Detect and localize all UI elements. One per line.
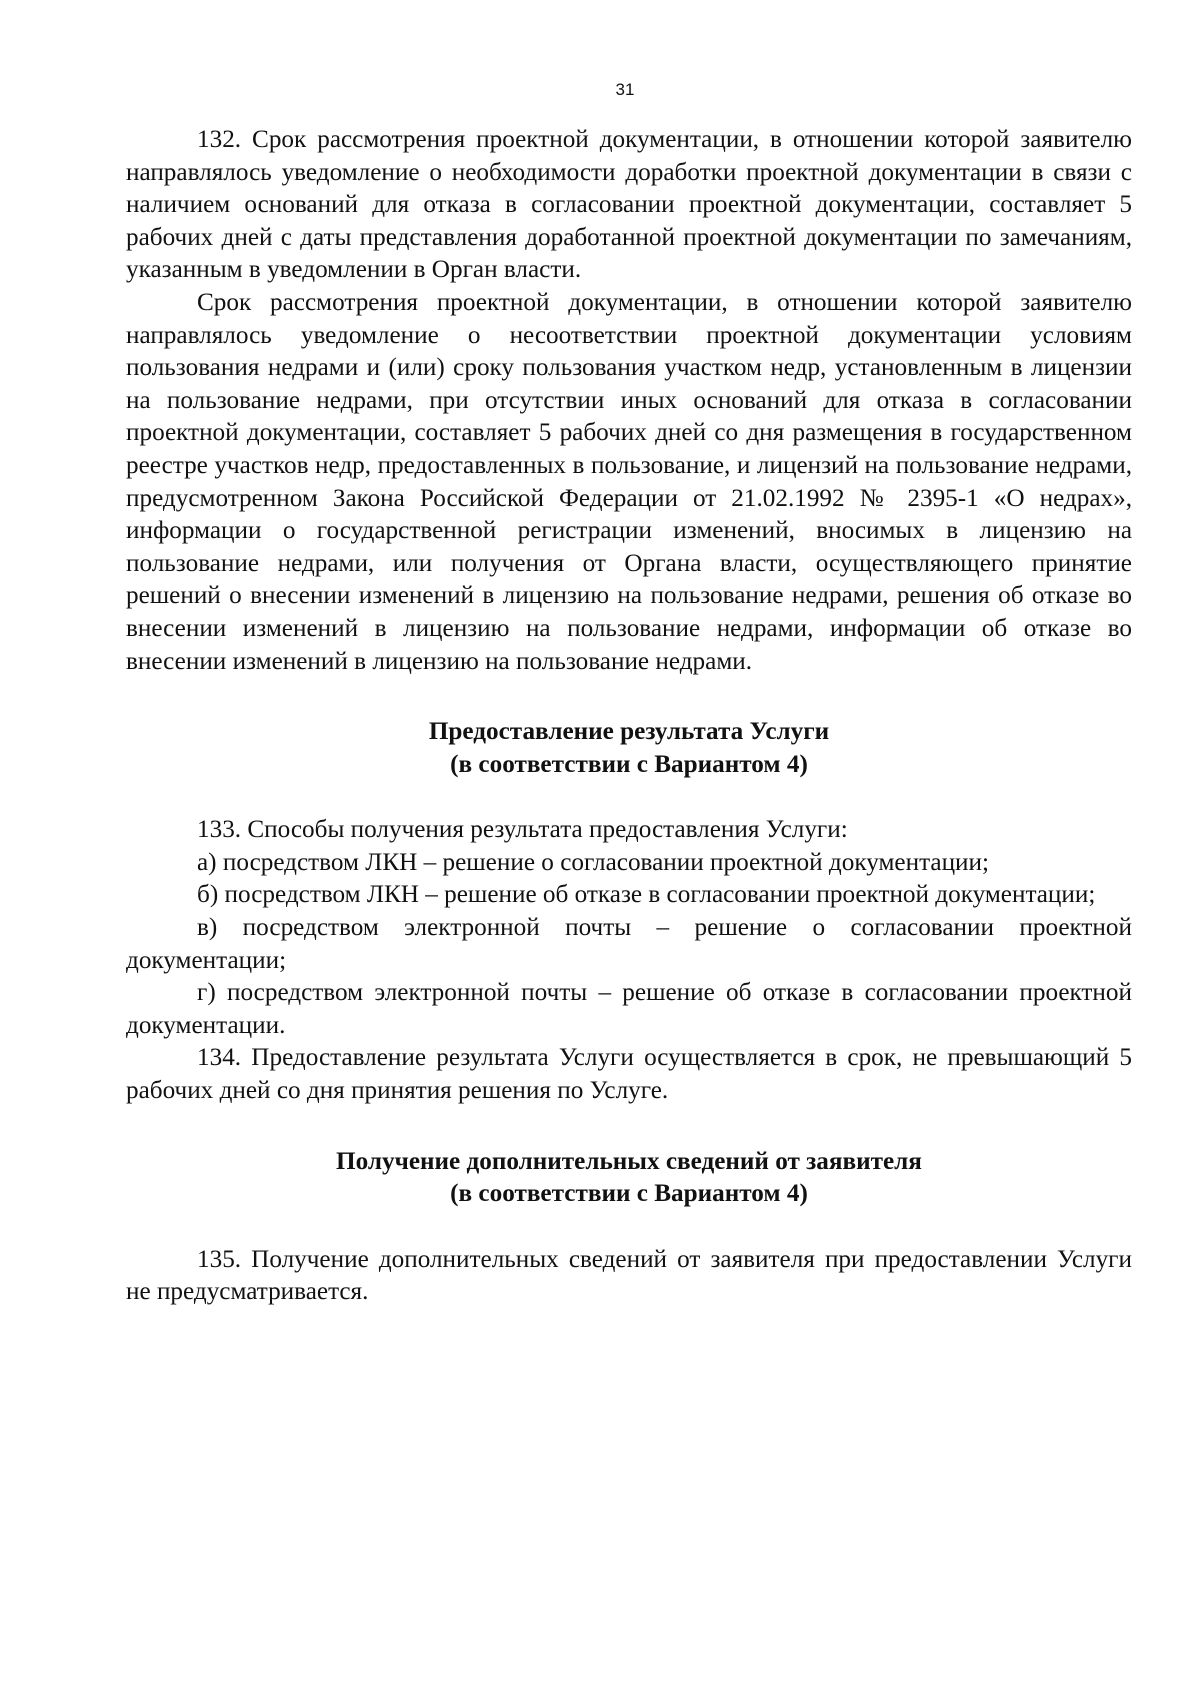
section-heading-additional-info	[126, 1146, 1132, 1211]
paragraph-135: 135. Получение дополнительных сведений от заявителя при предоставлении Услуги не предусматривается.	[126, 1245, 1132, 1306]
paragraph-132: 132. Срок рассмотрения проектной документации, в отношении которой заявителю направлялось уведомление о необходимости доработки проектной документации в связи с наличием оснований для отказа в согласовании проектной документации, составляет 5 рабочих дней с даты представления доработанной проектной документации по замечаниям, указанным в уведомлении в Орган власти.	[126, 126, 1132, 284]
section-heading-subtitle: (в соответствии с Вариантом 4)	[450, 750, 808, 778]
document-body	[126, 124, 1132, 1309]
list-item-v: в) посредством электронной почты – решение о согласовании проектной документации;	[126, 914, 1132, 974]
paragraph-134: 134. Предоставление результата Услуги осуществляется в срок, не превышающий 5 рабочих дней со дня принятия решения по Услуге.	[126, 1044, 1132, 1105]
section-heading-title: Предоставление результата Услуги	[428, 718, 830, 746]
list-item-g: г) посредством электронной почты – решение об отказе в согласовании проектной документации.	[126, 979, 1132, 1039]
paragraph-133: 133. Способы получения результата предоставления Услуги:	[197, 816, 848, 844]
page-number: 31	[615, 80, 635, 99]
list-item-b: б) посредством ЛКН – решение об отказе в согласовании проектной документации;	[197, 881, 1096, 909]
paragraph-term-nonconformity: Срок рассмотрения проектной документации, в отношении которой заявителю направлялось уведомление о несоответствии проектной документации условиям пользования недрами и (или) сроку пользования участком недр, установленным в лицензии на пользование недрами, при отсутствии иных оснований для отказа в согласовании проектной документации, составляет 5 рабочих дней со дня размещения в государственном реестре участков недр, предоставленных в пользование, и лицензий на пользование недрами, предусмотренном Закона Российской Федерации от 21.02.1992 № 2395-1 «О недрах», информации о государственной регистрации изменений, вносимых в лицензию на пользование недрами, или получения от Органа власти, осуществляющего принятие решений о внесении изменений в лицензию на пользование недрами, решения об отказе во внесении изменений в лицензию на пользование недрами, информации об отказе во внесении изменений в лицензию на пользование недрами.	[126, 288, 1132, 675]
section-heading-result-provision	[126, 716, 1132, 781]
list-item-a: а) посредством ЛКН – решение о согласовании проектной документации;	[197, 848, 990, 876]
section-heading-title: Получение дополнительных сведений от заявителя	[336, 1147, 922, 1175]
section-heading-subtitle: (в соответствии с Вариантом 4)	[450, 1180, 808, 1208]
